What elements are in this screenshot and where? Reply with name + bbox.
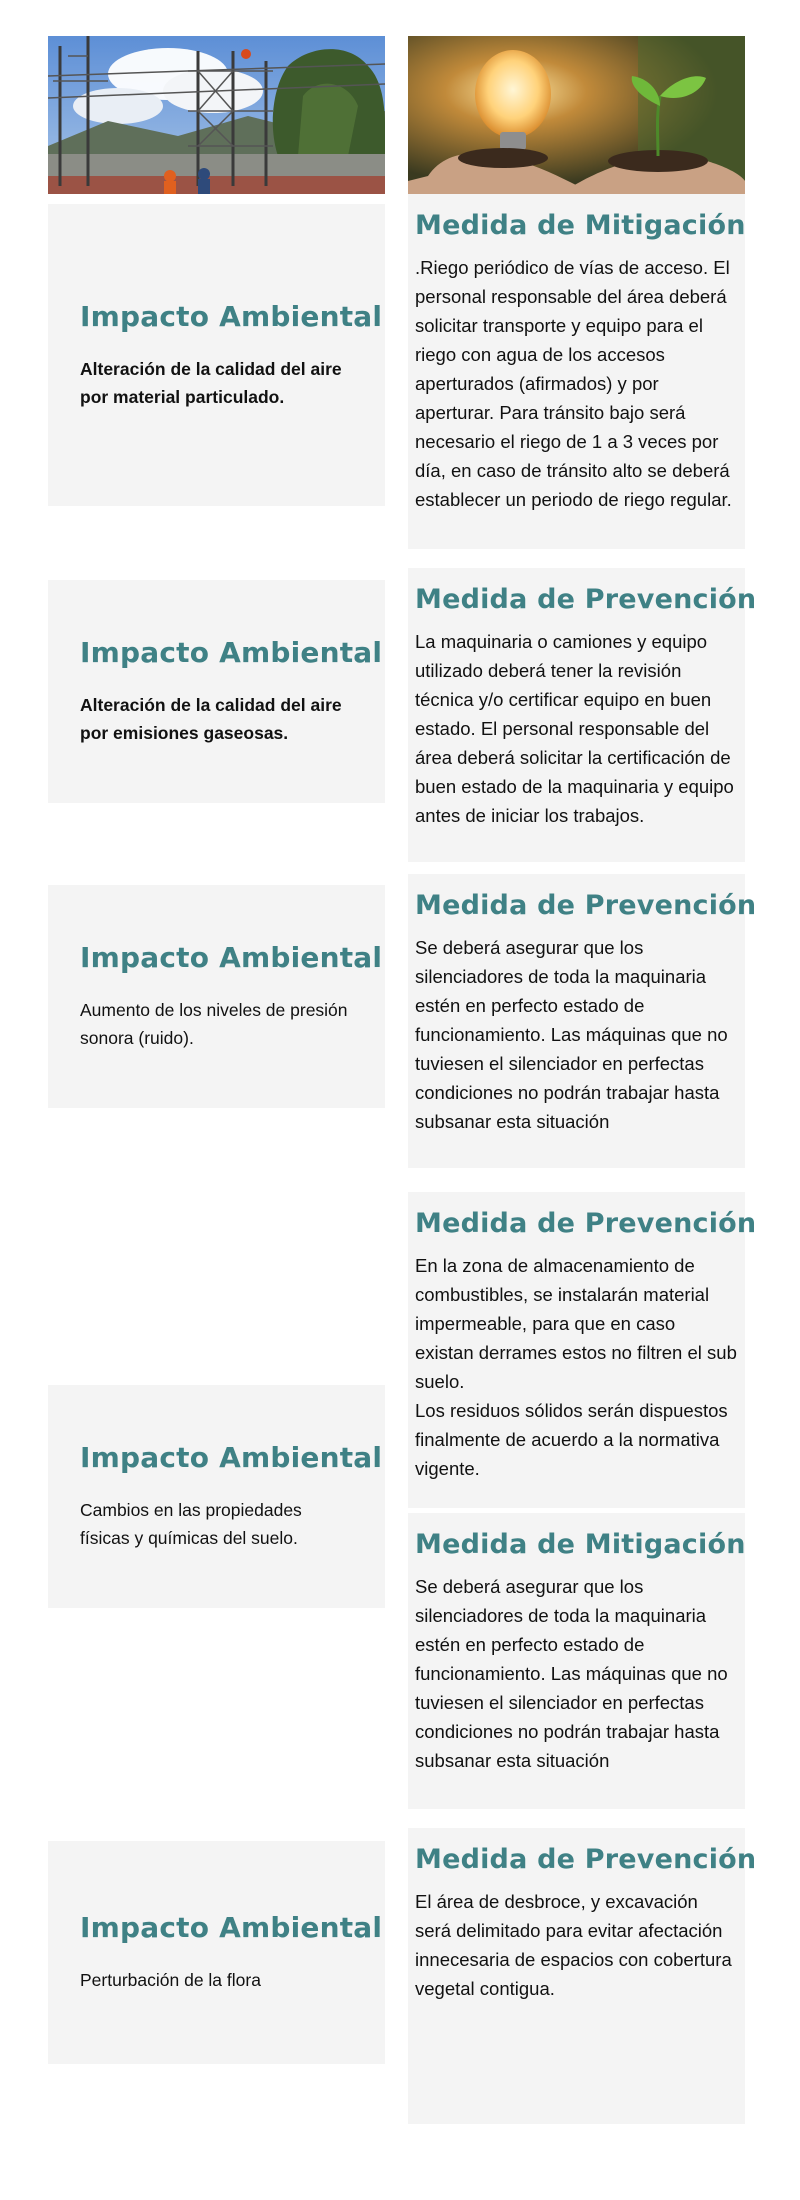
measure-description: Se deberá asegurar que los silenciadores de toda la maquinaria estén en perfecto estado de funcionamiento. Las máquinas que no tuviesen el silenciador en perfectas condiciones no podrán trabajar hasta subsanar esta situación: [415, 1576, 728, 1771]
measure-card-1: [408, 194, 745, 549]
impact-description: Alteración de la calidad del aire por emisiones gaseosas.: [80, 695, 342, 743]
impact-heading: Impacto Ambiental: [80, 941, 383, 974]
measure-title: Medida de Mitigación: [415, 1529, 746, 1560]
impact-card-4: [48, 1385, 385, 1608]
impact-heading: Impacto Ambiental: [80, 636, 383, 669]
measure-card-4b: [408, 1513, 745, 1809]
impact-description: Cambios en las propiedades físicas y químicas del suelo.: [80, 1500, 302, 1548]
impact-card-2: [48, 580, 385, 803]
measure-paragraph: Los residuos sólidos serán dispuestos finalmente de acuerdo a la normativa vigente.: [415, 1400, 728, 1479]
measure-title: Medida de Prevención: [415, 584, 757, 615]
impact-card-3: [48, 885, 385, 1108]
measure-card-4a: [408, 1192, 757, 1508]
measure-title: Medida de Prevención: [415, 890, 757, 921]
lightbulb-plant-photo: [408, 36, 745, 194]
power-lines-workers-photo: [48, 36, 385, 194]
impact-description: Alteración de la calidad del aire por material particulado.: [80, 358, 342, 407]
measure-description: .Riego periódico de vías de acceso. El personal responsable del área deberá solicitar transporte y equipo para el riego con agua de los accesos aperturados (afirmados) y por aperturar. Para tránsito bajo será necesario el riego de 1 a 3 veces por día, en caso de tránsito alto se deberá establecer un periodo de riego regular.: [415, 257, 732, 510]
impact-description: Aumento de los niveles de presión sonora (ruido).: [80, 1000, 348, 1048]
measure-description: Se deberá asegurar que los silenciadores de toda la maquinaria estén en perfecto estado de funcionamiento. Las máquinas que no tuviesen el silenciador en perfectas condiciones no podrán trabajar hasta subsanar esta situación: [415, 937, 728, 1132]
measure-description: La maquinaria o camiones y equipo utilizado deberá tener la revisión técnica y/o certificar equipo en buen estado. El personal responsable del área deberá solicitar la certificación de buen estado de la maquinaria y equipo antes de iniciar los trabajos.: [415, 631, 734, 826]
impact-heading: Impacto Ambiental: [80, 299, 383, 333]
impact-description: Perturbación de la flora: [80, 1970, 261, 1990]
impact-card-5: [48, 1841, 385, 2064]
impact-heading: Impacto Ambiental: [80, 1441, 383, 1474]
measure-title: Medida de Mitigación: [415, 210, 746, 241]
measure-title: Medida de Prevención: [415, 1844, 757, 1875]
measure-title: Medida de Prevención: [415, 1208, 757, 1239]
measure-description: [415, 1251, 737, 1483]
measure-card-2: [408, 568, 757, 862]
measure-description: El área de desbroce, y excavación será delimitado para evitar afectación innecesaria de espacios con cobertura vegetal contigua.: [415, 1891, 732, 1999]
measure-paragraph: En la zona de almacenamiento de combustibles, se instalarán material impermeable, para que en caso existan derrames estos no filtren el sub suelo.: [415, 1255, 737, 1392]
impact-heading: Impacto Ambiental: [80, 1911, 383, 1944]
measure-card-5: [408, 1828, 757, 2124]
measure-card-3: [408, 874, 757, 1168]
impact-card-1: [48, 204, 385, 506]
